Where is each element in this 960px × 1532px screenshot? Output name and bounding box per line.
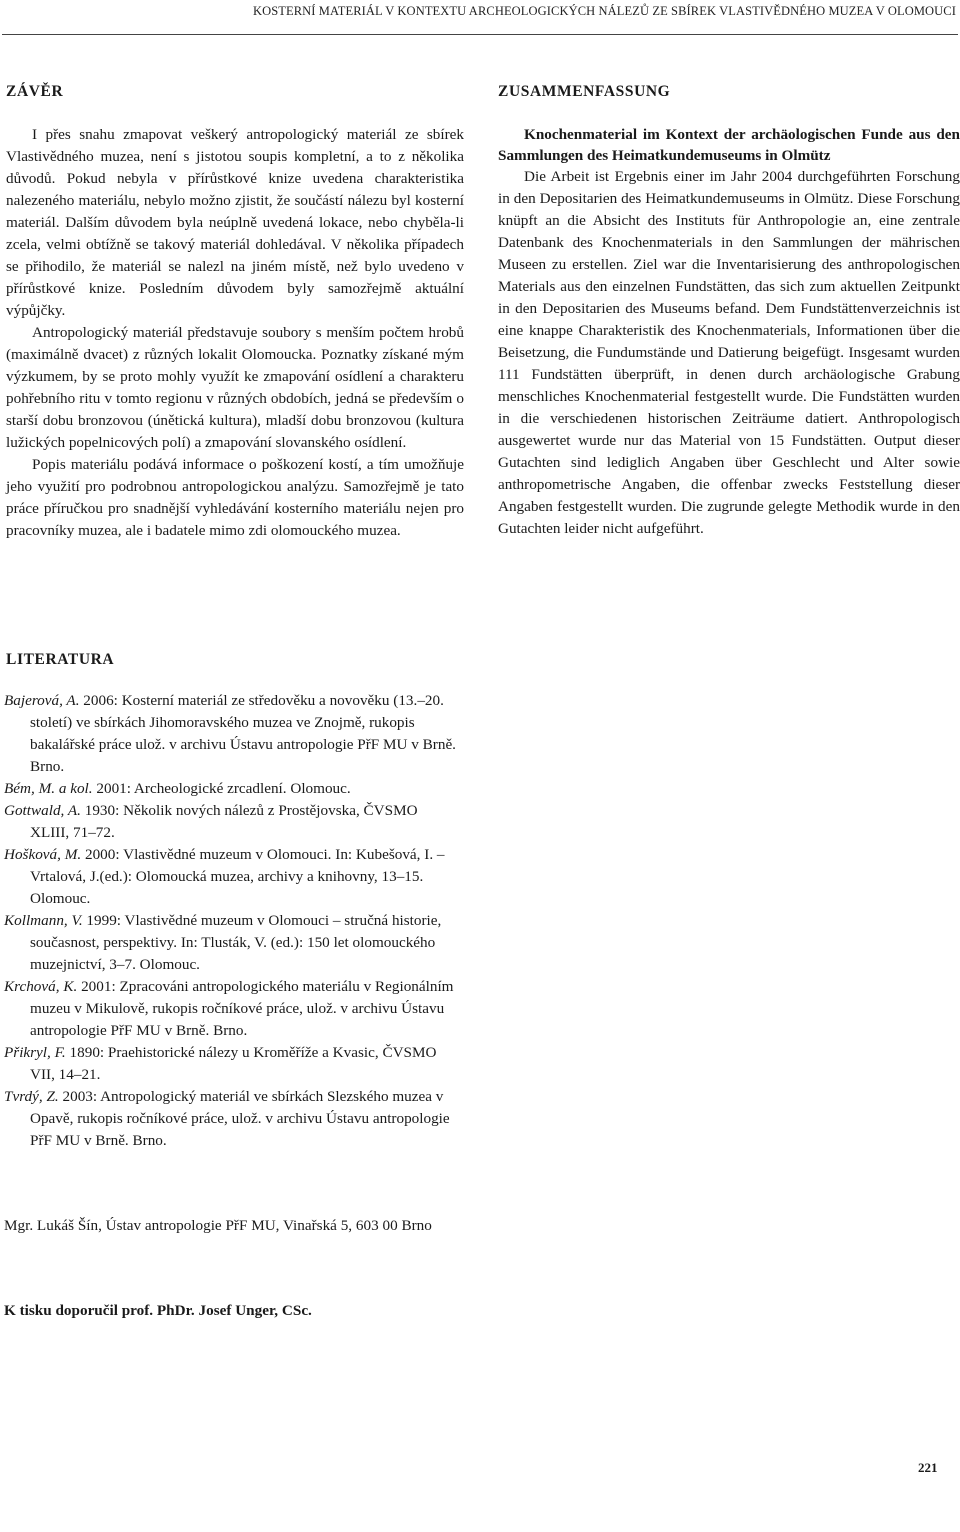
reference-item [4, 1042, 459, 1086]
reference-item [4, 976, 459, 1042]
recommended-by: K tisku doporučil prof. PhDr. Josef Unger, CSc. [4, 1302, 312, 1319]
zusammenfassung-body [498, 124, 960, 540]
reference-author: Přikryl, F. [4, 1044, 66, 1061]
reference-list [4, 690, 459, 1152]
reference-item [4, 778, 459, 800]
reference-author: Kollmann, V. [4, 912, 83, 929]
reference-text: 1930: Několik nových nálezů z Prostějovska, ČVSMO XLIII, 71–72. [30, 802, 418, 841]
reference-author: Hošková, M. [4, 846, 82, 863]
reference-text: 2006: Kosterní materiál ze středověku a novověku (13.–20. století) ve sbírkách Jihomoravského muzea ve Znojmě, rukopis bakalářské práce ulož. v archivu Ústavu antropologie PřF MU v Brně. Brno. [30, 692, 456, 775]
page-number: 221 [918, 1460, 938, 1475]
reference-text: 2001: Archeologické zrcadlení. Olomouc. [92, 780, 351, 797]
reference-item [4, 800, 459, 844]
reference-text: 2003: Antropologický materiál ve sbírkách Slezského muzea v Opavě, rukopis ročníkové práce, ulož. v archivu Ústavu antropologie PřF MU v Brně. Brno. [30, 1088, 450, 1149]
zaver-paragraph: Popis materiálu podává informace o poškození kostí, a tím umožňuje jeho využití pro podrobnou antropologickou analýzu. Samozřejmě je tato práce příručkou pro snadnější vyhledávání kosterního materiálu nejen pro pracovníky muzea, ale i badatele mimo zdi olomouckého muzea. [6, 456, 464, 539]
zusammenfassung-heading: ZUSAMMENFASSUNG [498, 83, 671, 100]
reference-item [4, 844, 459, 910]
reference-item [4, 690, 459, 778]
zusammenfassung-subtitle: Knochenmaterial im Kontext der archäologischen Funde aus den Sammlungen des Heimatkundemuseums in Olmütz [498, 126, 960, 164]
zaver-heading: ZÁVĚR [6, 83, 64, 100]
reference-text: 1999: Vlastivědné muzeum v Olomouci – stručná historie, současnost, perspektivy. In: Tlusták, V. (ed.): 150 let olomouckého muzejnictví, 3–7. Olomouc. [30, 912, 442, 973]
zaver-paragraph: Antropologický materiál představuje soubory s menším počtem hrobů (maximálně dvacet) z různých lokalit Olomoucka. Poznatky získané mým výzkumem, by se proto mohly využít ke zmapování osídlení a charakteru pohřebního ritu v tomto regionu v různých obdobích, jedná se především o starší dobu bronzovou (únětická kultura), mladší dobu bronzovou (kultura lužických popelnicových polí) a zmapování slovanského osídlení. [6, 324, 464, 451]
reference-text: 2001: Zpracováni antropologického materiálu v Regionálním muzeu v Mikulově, rukopis ročníkové práce, ulož. v archivu Ústavu antropologie PřF MU v Brně. Brno. [30, 978, 454, 1039]
reference-author: Bajerová, A. [4, 692, 80, 709]
reference-author: Bém, M. a kol. [4, 780, 93, 797]
header-divider [2, 34, 958, 35]
reference-item [4, 1086, 459, 1152]
reference-author: Krchová, K. [4, 978, 78, 995]
reference-text: 2000: Vlastivědné muzeum v Olomouci. In: Kubešová, I. – Vrtalová, J.(ed.): Olomoucká muzea, archivy a knihovny, 13–15. Olomouc. [30, 846, 445, 907]
author-address: Mgr. Lukáš Šín, Ústav antropologie PřF MU, Vinařská 5, 603 00 Brno [4, 1217, 432, 1234]
reference-text: 1890: Praehistorické nálezy u Kroměříže a Kvasic, ČVSMO VII, 14–21. [30, 1044, 437, 1083]
reference-author: Tvrdý, Z. [4, 1088, 59, 1105]
zaver-body [6, 124, 464, 542]
reference-author: Gottwald, A. [4, 802, 81, 819]
zusammenfassung-paragraph: Die Arbeit ist Ergebnis einer im Jahr 2004 durchgeführten Forschung in den Depositarien des Heimatkundemuseums in Olmütz. Diese Forschung knüpft an die Absicht des Instituts für Anthropologie an, eine zentrale Datenbank des Knochenmaterials in den Sammlungen der mährischen Museen zu erstellen. Ziel war die Inventarisierung des anthropologischen Materials aus den einzelnen Fundstätten, das sich zum aktuellen Zeitpunkt in den Depositarien des Museums befand. Dem Fundstättenverzeichnis ist eine knappe Charakteristik des Knochenmaterials, Informationen über die Beisetzung, die Fundumstände und Datierung beigefügt. Insgesamt wurden 111 Fundstätten überprüft, in denen durch archäologische Grabung menschliches Knochenmaterial festgestellt wurde. Die Fundstätten wurden in die verschiedenen historischen Zeiträume datiert. Anthropologisch ausgewertet wurde nur das Material von 15 Fundstätten. Output dieser Gutachten sind lediglich Angaben über Geschlecht und Alter sowie anthropometrische Angaben, die offenbar zwecks Feststellung dieser Angaben festgestellt wurden. Die zugrunde gelegte Methodik wurde in den Gutachten leider nicht aufgeführt. [498, 168, 960, 537]
zusammenfassung-section [498, 82, 960, 540]
zaver-paragraph: I přes snahu zmapovat veškerý antropologický materiál ze sbírek Vlastivědného muzea, není s jistotou soupis kompletní, a to z několika důvodů. Pokud nebyla v přírůstkové knize uvedena charakteristika nalezeného materiálu, nebylo možno zjistit, že součástí nálezu byl kosterní materiál. Dalším důvodem byla neúplně uvedená lokace, nebo chyběla-li zcela, velmi obtížně se takový materiál dohledával. V několika případech se přihodilo, že materiál se nalezl na jiném místě, než bylo uvedeno v přírůstkové knize. Posledním důvodem byly samozřejmě aktuální výpůjčky. [6, 126, 464, 319]
reference-item [4, 910, 459, 976]
zaver-section [6, 82, 464, 542]
running-header: KOSTERNÍ MATERIÁL V KONTEXTU ARCHEOLOGICKÝCH NÁLEZŮ ZE SBÍREK VLASTIVĚDNÉHO MUZEA V OLOMOUCI [252, 4, 956, 18]
literatura-heading: LITERATURA [6, 651, 115, 668]
